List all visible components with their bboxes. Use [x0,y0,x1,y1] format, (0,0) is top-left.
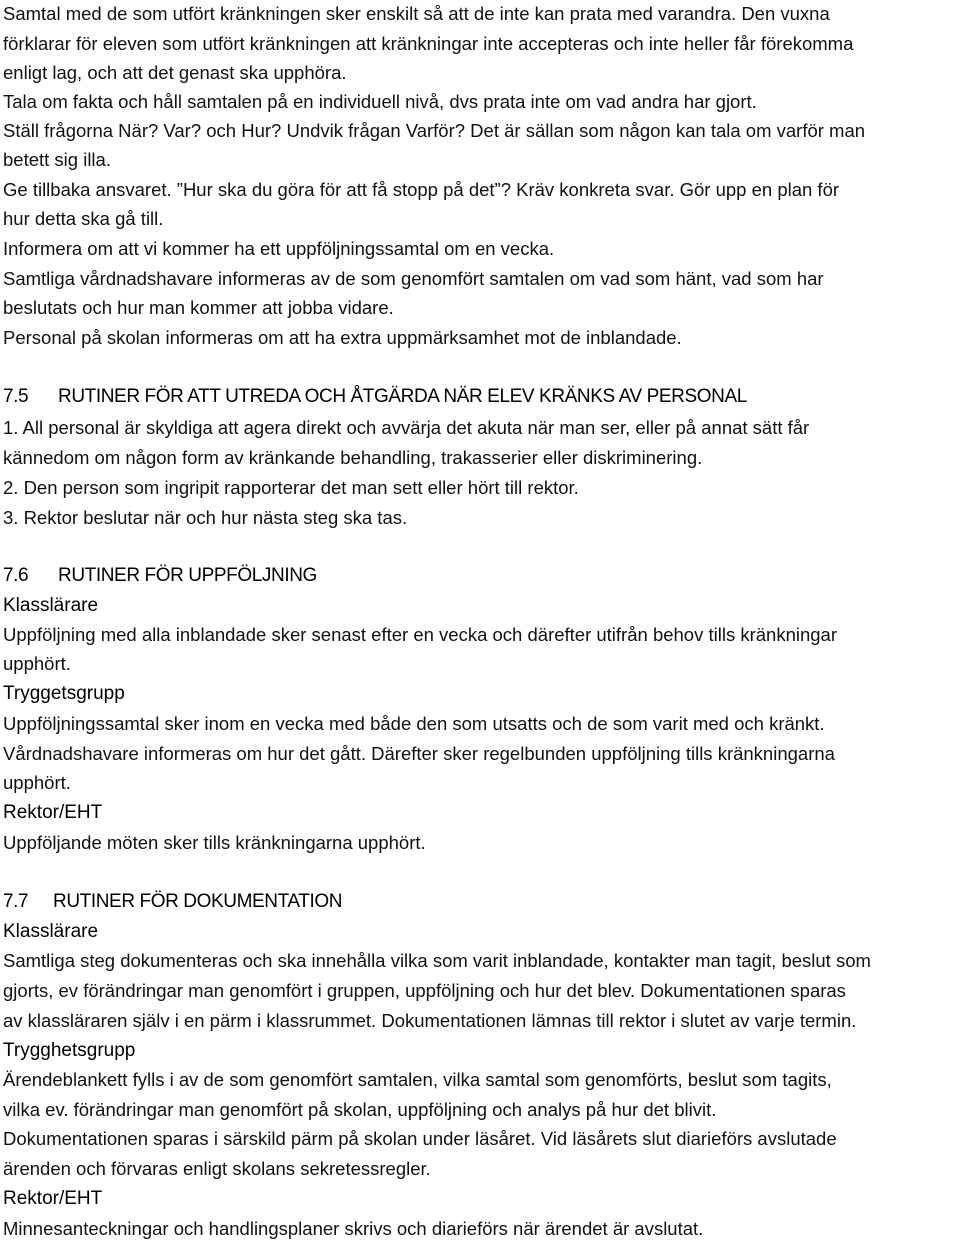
subheading-tryggetsgrupp: Tryggetsgrupp [3,683,125,704]
section-line: Dokumentationen sparas i särskild pärm på skolan under läsåret. Vid läsårets slut diarieförs avslutade [3,1128,837,1149]
section-line: upphört. [3,653,71,674]
subheading-rektor-eht: Rektor/EHT [3,802,103,823]
section-line: Uppföljningssamtal sker inom en vecka med både den som utsatts och de som varit med och kränkt. [3,713,825,734]
section-line: Minnesanteckningar och handlingsplaner skrivs och diarieförs när ärendet är avslutat. [3,1218,704,1239]
section-heading-7-6 [3,563,317,589]
section-line: 2. Den person som ingripit rapporterar det man sett eller hört till rektor. [3,477,579,498]
section-line: Samtliga steg dokumenteras och ska innehålla vilka som varit inblandade, kontakter man tagit, beslut som [3,950,871,971]
section-heading-7-5 [3,384,747,410]
intro-line: hur detta ska gå till. [3,208,164,229]
section-line: vilka ev. förändringar man genomfört på skolan, uppföljning och analys på hur det blivit. [3,1099,717,1120]
section-line: 1. All personal är skyldiga att agera direkt och avvärja det akuta när man ser, eller på annat sätt får [3,417,810,438]
section-number: 7.5 [3,386,29,407]
intro-line: Tala om fakta och håll samtalen på en individuell nivå, dvs prata inte om vad andra har gjort. [3,91,757,112]
section-title: RUTINER FÖR UPPFÖLJNING [58,565,317,586]
intro-line: Ge tillbaka ansvaret. ”Hur ska du göra för att få stopp på det”? Kräv konkreta svar. Gör upp en plan för [3,179,840,200]
section-heading-7-7 [3,889,342,915]
subheading-trygghetsgrupp: Trygghetsgrupp [3,1040,136,1061]
intro-line: beslutats och hur man kommer att jobba vidare. [3,297,394,318]
section-line: Uppföljning med alla inblandade sker senast efter en vecka och därefter utifrån behov tills kränkningar [3,624,838,645]
intro-line: Ställ frågorna När? Var? och Hur? Undvik frågan Varför? Det är sällan som någon kan tala om varför man [3,120,866,141]
intro-line: Samtliga vårdnadshavare informeras av de som genomfört samtalen om vad som hänt, vad som har [3,268,824,289]
subheading-klasslarare: Klasslärare [3,921,99,942]
section-line: upphört. [3,772,71,793]
subheading-klasslarare: Klasslärare [3,595,99,616]
intro-line: Samtal med de som utfört kränkningen sker enskilt så att de inte kan prata med varandra. Den vuxna [3,3,830,24]
intro-line: enligt lag, och att det genast ska upphöra. [3,62,347,83]
intro-line: betett sig illa. [3,149,111,170]
section-line: kännedom om någon form av kränkande behandling, trakasserier eller diskriminering. [3,447,703,468]
section-title: RUTINER FÖR DOKUMENTATION [53,891,343,912]
section-line: 3. Rektor beslutar när och hur nästa steg ska tas. [3,507,408,528]
subheading-rektor-eht: Rektor/EHT [3,1188,103,1209]
section-title: RUTINER FÖR ATT UTREDA OCH ÅTGÄRDA NÄR ELEV KRÄNKS AV PERSONAL [58,386,747,407]
section-line: Ärendeblankett fylls i av de som genomfört samtalen, vilka samtal som genomförts, beslut som tagits, [3,1069,832,1090]
section-line: Vårdnadshavare informeras om hur det gått. Därefter sker regelbunden uppföljning tills kränkningarna [3,743,835,764]
intro-line: Informera om att vi kommer ha ett uppföljningssamtal om en vecka. [3,238,555,259]
section-line: Uppföljande möten sker tills kränkningarna upphört. [3,832,426,853]
section-line: ärenden och förvaras enligt skolans sekretessregler. [3,1158,431,1179]
intro-line: Personal på skolan informeras om att ha extra uppmärksamhet mot de inblandade. [3,327,682,348]
intro-line: förklarar för eleven som utfört kränkningen att kränkningar inte accepteras och inte heller får förekomma [3,33,854,54]
section-number: 7.7 [3,891,29,912]
section-number: 7.6 [3,565,29,586]
section-line: gjorts, ev förändringar man genomfört i gruppen, uppföljning och hur det blev. Dokumentationen sparas [3,980,846,1001]
section-line: av klassläraren själv i en pärm i klassrummet. Dokumentationen lämnas till rektor i slutet av varje termin. [3,1010,857,1031]
